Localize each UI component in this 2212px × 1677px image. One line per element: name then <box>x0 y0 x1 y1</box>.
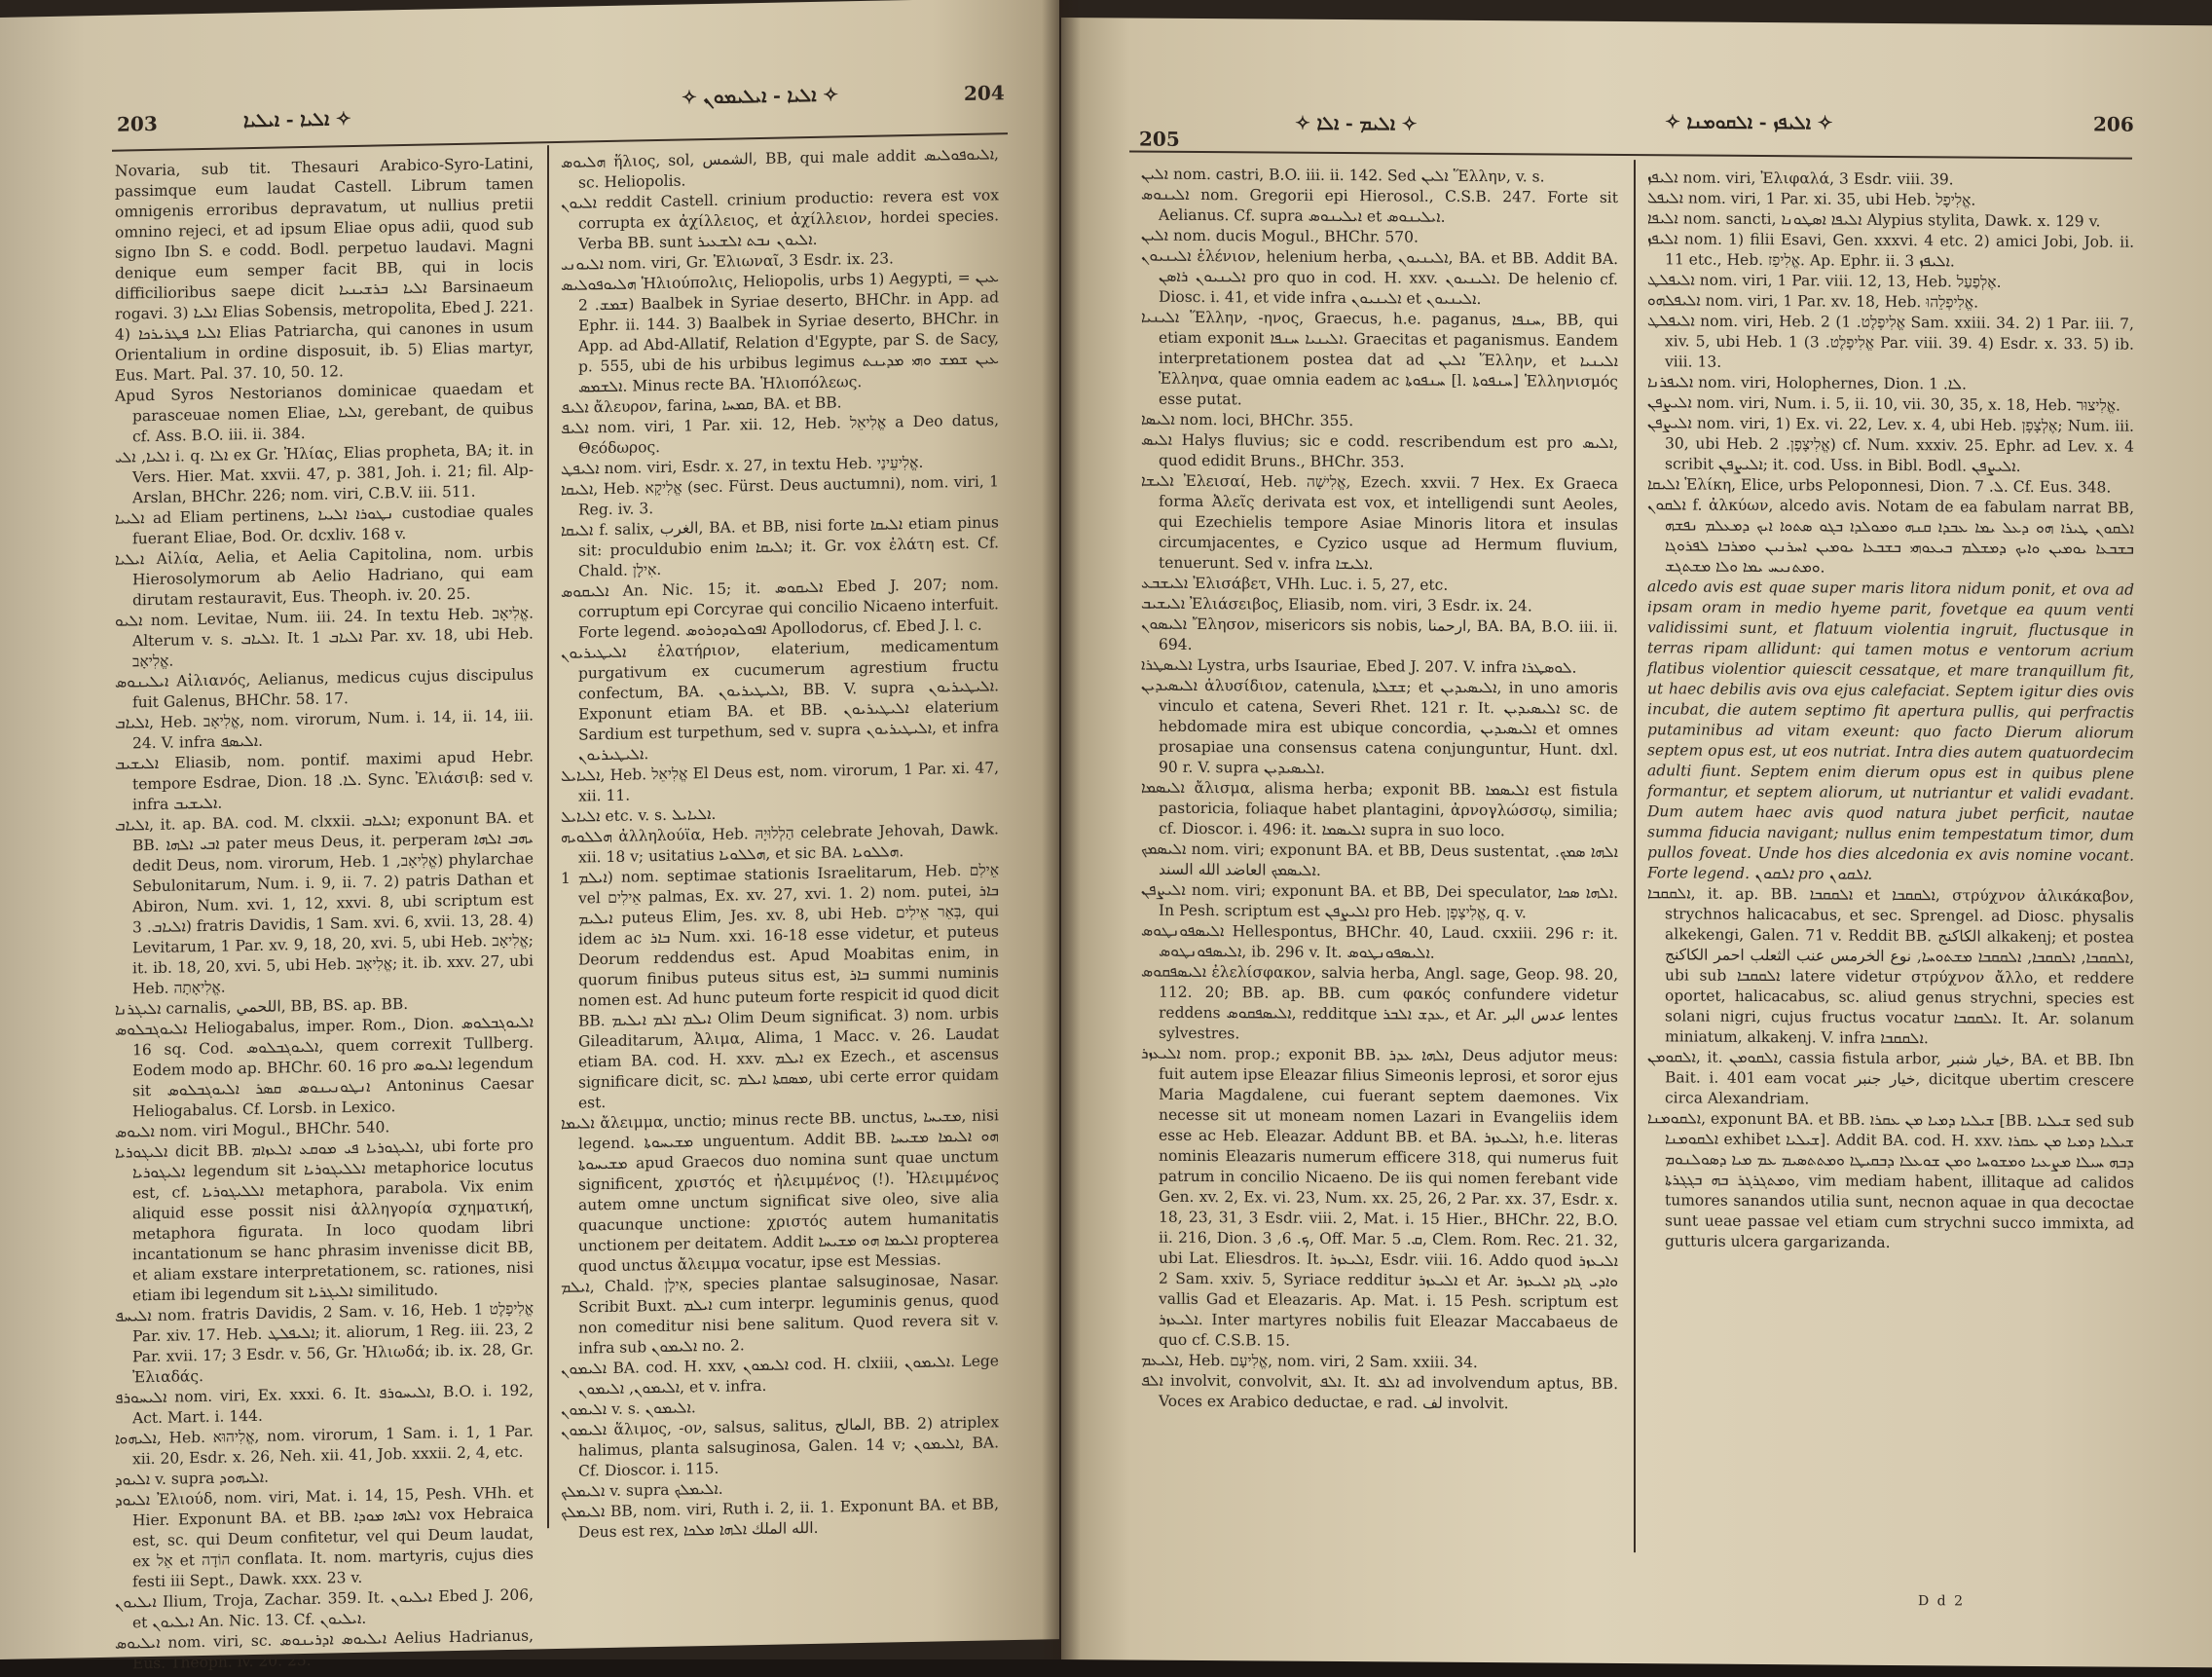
page-number-204: 204 <box>964 81 1005 105</box>
entry: ܐܠܝܥܙܪ nom. prop.; exponit BB. ܐܠܗܐ ܥܕܪ, Deus adjutor meus: fuit autem ipse Eleazar filius Simeonis leprosi, et soror ejus Maria Magdalene, cui fuerant septem daemones. Vix necesse sit ut moneam nomen Lazari in Evangeliis idem esse ac Heb. Eleazar. Addunt BB. et BA. ܐܠܝܥܙܪ, h.e. literas nominis Eleazaris numerum efficere 318, qui numerus fuit patrum in concilio Nicaeno. De iis qui nomen ferebant vide Gen. xv. 2, Ex. vi. 23, Num. xx. 25, 26, 2 Par. xx. 37, Esdr. x. 18, 23, 31, 3 Esdr. viii. 2, Mat. i. 15 Hier., BHChr. 22, B.O. ii. 216, Dion. ܟ. 6, 3, Off. Mar. ܩ. 5, Clem. Rom. Rec. 21. 32, ubi Lat. Eliesdros. It. ܐܠܝܥܙܪ, Esdr. viii. 16. Addo quod ܐܠܝܥܙܪ 2 Sam. xxiv. 5, Syriace redditur ܐܠܝܥܙܪ et Ar. ܘܐܕܝ ܓܐܕ ܐܠܝܥܙܪ vallis Gad et Eleazaris. Ap. Mat. i. 15 Pesh. scriptum est ܐܠܝܥܙܪ. Inter martyres nobilis fuit Eleazar Maccabaeus de quo cf. C.S.B. 15. <box>1141 1044 1619 1350</box>
entry: ܐܠܝܓܪܢܐ carnalis, اللحمي, BB, BS. ap. BB. <box>115 994 409 1019</box>
entry: ܐܠܝܐܒ, Heb. אֱלִיאָב, nom. virorum, Num. i. 14, ii. 14, iii. 24. V. infra ܐܠܝܣܦ. <box>115 706 534 753</box>
entry: ܐܠܝܢܝܘܢ ἑλένιον, helenium herba, ܐܠܝܢܝܘܢ, BA. et BB. Addit BA. ܐܠܝܢܝܘܢ ܪܐܣܢ pro quo in cod. H. xxv. ܐܠܝܢܝܘܢ. De helenio cf. Diosc. i. 41, et vide infra ܐܠܝܢܝܘܢ et ܐܠܝܢܝܘܢ. <box>1141 246 1619 309</box>
right-page <box>1061 18 2212 1667</box>
column-205 <box>1141 165 1618 1415</box>
entry: ܐܠܝܚܘܪܦ nom. viri, Ex. xxxi. 6. It. ܐܠܝܚܘܪܦ, B.O. i. 192, Act. Mart. i. 144. <box>115 1381 534 1428</box>
entry: ܐܠܝܐܝܠ etc. v. s. ܐܠܝܐܝܠ. <box>561 804 717 826</box>
entry: ܐܠܝܡܐ ἄλειμμα, unctio; minus recte BB. unctus, ܡܫܝܚܐ, nisi legend. ܡܫܝܚܘܬܐ unguentum. Addit BB. ܗܘ ܐܠܝܡܐ ܡܫܝܚܐ ܡܫܝܚܘܬܐ apud Graecos duo nomina sunt quae unctum significent, χριστός et ἠλειμμένος (!). Ἠλειμμένος autem omne unctum significat sive oleo, sive alia quacunque unctione: χριστός autem humanitatis unctionem per deitatem. Addit ܐܠܝܡܐ ܗܘ ܡܫܝܚܐ propterea quod unctus ἄλειμμα vocatur, ipse est Messias. <box>561 1106 999 1276</box>
entry: ܗܠܝܘܣ ἥλιος, sol, الشمس, BB, qui male addit ܐܠܝܘܦܘܠܝܣ, sc. Heliopolis. <box>561 145 999 192</box>
entry: ܐܠܦ involvit, convolvit, ܐܠܦ. It. ܐܠܦ ad involvendum aptus, BB. Voces ex Arabico deductae, e rad. لف involvit. <box>1141 1371 1618 1413</box>
entry: ܐܠܝܘ nom. Levitae, Num. iii. 24. In textu Heb. אֱלִיאָב. Alterum v. s. ܐܠܝܐܒ. It. ܐܠܝܐܒ 1 Par. xv. 18, ubi Heb. אֱלִיאָב. <box>115 604 534 671</box>
entry: ܐܠܝܣܘܢ Ἔλησον, misericors sis nobis, ارحمنا, BA. BA, B.O. iii. ii. 694. <box>1141 615 1618 653</box>
entry: ܐܠܝܘܓܒܠܘܣ Heliogabalus, imper. Rom., Dion. ܐܠܝܘܓܒܠܘܣ 16 sq. Cod. ܐܠܝܘܓܒܠܘܣ, quem correxit Tullberg. Eodem modo ap. BHChr. 60. 16 pro ܐܠܝܘܣ legendum sit ܐܢܛܘܢܝܢܘܣ ܩܣܪ ܐܠܝܘܓܒܠܘܣ Antoninus Caesar Heliogabalus. Cf. Lorsb. in Lexico. <box>115 1013 534 1121</box>
entry: ܐܠܝܥܡ, Heb. אֱלִיעָם, nom. viri, 2 Sam. xxiii. 34. <box>1141 1351 1478 1371</box>
entry: ܐܠܝܝܐ ad Eliam pertinens, ܢܛܘܪܐ ܐܠܝܝܐ custodiae quales fuerant Eliae, Bod. Or. dcxliv. 168 v. <box>115 502 535 548</box>
entry: ܐܠܝܩܐ Ἑλίκη, Elice, urbs Peloponnesi, Dion. ܠ. 7. Cf. Eus. 348. <box>1647 475 2112 497</box>
entry: ܐܠܝܡܘܢ BA. cod. H. xxv, ܐܠܝܡܘܢ cod. H. clxiii, ܐܠܝܡܘܢ. Lege ܐܠܝܡܘܢ, ܐܠܝܡܘܢ, et v. infra. <box>561 1352 999 1398</box>
entry: ܐܠܝܢܘܣ nom. Gregorii epi Hierosol., C.S.B. 247. Forte sit Aelianus. Cf. supra ܐܝܠܝܢܘܣ et ܐܝܠܝܢܘܣ. <box>1141 185 1618 226</box>
entry: ܐܠܝܣܦܘܢܛܘܣ Hellespontus, BHChr. 40, Laud. cxxiii. 296 r: it. ܐܠܝܣܦܘܢܛܘܣ, ib. 296 v. It. ܐܠܝܣܦܘܢܛܘܣ. <box>1141 921 1618 962</box>
entry: ܐܝܠܡ 1) nom. septimae stationis Israelitarum, Heb. אֵילִם vel אֵילִים palmas, Ex. xv. 27, xvi. 1. 2) nom. putei, ܒܐܪ ܐܝܠܝܡ puteus Elim, Jes. xv. 8, ubi Heb. בְּאֵר אֵילִים, qui idem ac ܒܐܪ Num. xxi. 16-18 esse videtur, et puteus Deorum reddendus est. Apud Moabitas enim, in quorum finibus puteus situs est, ܒܐܪ summi numinis nomen est. Ad hunc puteum forte respicit id quod dicit BB. ܐܝܠܡ ܐܠܡ ܐܝܠܝܡ Olim Deum significat. 3) nom. urbis Gileaditarum, Ἀλιμα, Alima, 1 Macc. v. 26. Laudat etiam BA. cod. H. xxv. ܐܝܠܡ ex Ezech., et ascensus significare dicit, sc. ܡܣܩܬܐ ܐܝܠܡ, ubi certe error quidam est. <box>561 861 1000 1112</box>
entry: ܐܠܩܩܒܐ, it. ap. BB. ܐܠܩܩܒܐ et ܐܠܩܩܒܐ, στρύχνον ἁλικάκαβον, strychnos halicacabus, et sec. Sprengel. ad Diosc. physalis alkekengi, Galen. 71 v. Reddit BB. الكاكنج alkakenj; et postea ܐܠܩܩܒܐ, ܐܠܩܩܒܐ, ܐܠܩܩܒܐ ܡܫܬܘܚܐ, نوع الخرمس عنب الثعلب احمر الكاكنج, ubi sub ܐܠܩܩܒܐ latere videtur στρύχνον ἄλλο, et reddere oportet, halicacabus, sc. aliud genus strychni, species est solani nigri, cujus fructus vocatur ܐܠܩܩܒܐ. It. Ar. solanum miniatum, alkakenj. V. infra ܐܠܩܩܒܐ. <box>1647 884 2135 1048</box>
column-divider-left <box>547 145 549 1528</box>
page-number-206: 206 <box>2093 112 2134 136</box>
entry: ܐܠܝܣܝܕܝܢ ἁλυσίδιον, catenula, ܫܫܠܬܐ; et ܐܠܝܣܝܕܝܢ, in uno amoris vinculo et catena, Severi Rhet. 121 r. It. ܐܠܝܣܝܕܝܢ sc. de hebdomade mira est ubique concordia, ܐܠܝܣܝܕܝܢ et omnes prosapiae una consensus catena conjunguntur, Hunt. dxl. 90 r. V. supra ܐܠܝܣܝܕܝܢ. <box>1141 676 1618 777</box>
entry: ܐܠܝܦܠܛ nom. viri, 1 Par. viii. 12, 13, Heb. אֶלְפַעַל. <box>1647 271 2002 291</box>
entry: ܐܠܝܢ nom. ducis Mogul., BHChr. 570. <box>1141 226 1419 246</box>
entry: ܐܠܝܫܐ Ἐλεισαί, Heb. אֱלִישָׁה, Ezech. xxvii. 7 Hex. Ex Graeca forma Ἀλεῖς derivata est vox, et intelligendi sunt Aeoles, qui Ezechielis tempore Asiae Minoris litora et insulas circumjacentes, e Cyzico usque ad Hermum fluvium, tenuerunt. Sed v. infra ܐܠܝܫܐ. <box>1141 471 1618 574</box>
running-head-205: ✧ ܐܠܝܡ - ܐܠܐ ✧ <box>1295 112 1418 135</box>
entry: ܐܠܩܘܢ f. ἀλκύων, alcedo avis. Notam de ea fabulam narrat BB, ܐܠܩܘܢ ܛܝܪܐ ܗܘ ܕܥܠ ܝܡܐ ܥܒܕܐ ܩܢܗ ܘܡܘܠܕܐ ܒܓܘ ܣܬܘܐ ܐܝܟ ܕܡܥܠܡ ܢܦܫܗ ܒܫܒܥܐ ܝܘܡܝܢ ܘܐܝܟ ܕܡܫܠܡ ܒܝܥܘܗܝ ܒܫܒܥܐ ܝܘܡܝܢ ܐܚܪܢܝܢ ܘܡܪܒܐ ܠܦܪܘܓܐ ܘܡܬܢܝܚ ܝܡܐ ܘܠܐ ܡܫܬܓܫ. <box>1647 496 2134 577</box>
entry: ܐܠܝܦܛ nom. viri, Esdr. x. 27, in textu Heb. אֱלִיעֵינַי. <box>561 453 924 478</box>
column-206 <box>1647 168 2134 1254</box>
entry: Novaria, sub tit. Thesauri Arabico-Syro-Latini, passimque eum laudat Castell. Librum tamen omnigenis erroribus depravatum, ut nullius pretii omnino rejeci, et ad ipsum Eliae opus adii, quod sub signo Ibn S. e codd. Bodl. perpetuo laudavi. Magni denique eum semper facit BB, qui in locis difficilioribus saepe dicit ܐܠܝܐ ܒܪܫܝܢܝܐ Barsinaeum rogavi. 3) ܐܠܝܐ Elias Sobensis, metropolita, Ebed J. 221. 4) ܐܠܝܐ ܦܛܪܝܪܟܐ Elias Patriarcha, qui canones in usum Orientalium in ordine disposuit, ib. 5) Elias martyr, Eus. Mart. Pal. 37. 10, 50. 12. <box>115 154 534 385</box>
entry: ܐܠܝܘܕ Ἐλιούδ, nom. viri, Mat. i. 14, 15, Pesh. VHh. et Hier. Exponunt BA. et BB. ܐܠܗܐ ܡܘܕܐ vox Hebraica est, sc. qui Deum confitetur, vel qui Deum laudat, ex אֵל et הוֹדָה conflata. It. nom. martyris, cujus dies festi iii Sept., Dawk. xxx. 23 v. <box>115 1483 535 1591</box>
entry: ܐܠܝܢܝܐ Ἕλλην, -ηνος, Graecus, h.e. paganus, ܚܢܦܐ, BB, qui etiam exponit ܐܠܝܢܝܐ ܚܢܦܐ. Graecitas et paganismus. Eandem interpretationem postea dat ad ܐܠܝܢ Ἕλλην, et ܐܠܝܢܝܐ Ἑλληνα, quae omnia eadem ac ܚܢܦܘܬܐ [l. ܚܢܦܘܬܐ] Ἑλληνισμός esse putat. <box>1141 308 1619 409</box>
entry: ܐܠܝܡܠܟ BB, nom. viri, Ruth i. 2, ii. 1. Exponunt BA. et BB, Deus est rex, الله الملك ܐܠܗܐ ܡܠܟܐ. <box>561 1495 999 1542</box>
running-head-203: ܐܠܝܐ - ܐܝܠܝܐ ✧ <box>243 108 351 132</box>
entry: alcedo avis est quae super maris litora nidum ponit, et ova ad ipsam oram in medio hyeme parit, fovetque ea quum venti validissimi sunt, et flatuum violentia ingruit, fluctusque in terras ripam allidunt: qui tamen motus e ventorum acrium flatibus violentior quiescit cessatque, et mare tranquillum fit, ut haec debilis avis ova ejus calefaciat. Septem igitur dies ovis incubat, die autem septimo fit apertura pullis, qui perfractis putaminibus ad vitam exeunt: quo facto Dierum aliorum septem opus est, ut eos nutriat. Intra dies autem quatuordecim adulti fiunt. Septem enim dierum opus est in quibus plene formantur, et septem aliorum, ut nutriantur et validi evadant. Dum autem haec avis quod natura jubet perficit, nautae summa fiducia navigant; nullus enim tempestatum timor, dum pullos foveat. Unde hos dies alcedonia ex avis nomine vocant. Forte legend. ܐܠܩܘܢ pro ܐܠܩܘܢ. <box>1647 578 2134 883</box>
entry: ܐܠܝܢ nom. castri, B.O. iii. ii. 142. Sed ܐܠܝܢ Ἕλλην, v. s. <box>1141 165 1545 186</box>
entry: ܐܠܝܘܢ reddit Castell. crinium productio: revera est vox corrupta ex ἀχίλλειος, et ἀχίλλειον, hordei species. Verba BB. sunt ܐܠܝܘܢ ܢܒܬ ܐܠܫܥܝܪ. <box>561 186 999 253</box>
entry: ܐܠܝܐܒ, it. ap. BA. cod. M. clxxii. ܐܠܝܐܒ; exponunt BA. et BB. ܐܒܝ ܐܠܗܐ pater meus Deus, it. perperam ܝܗܒ ܐܠܗܐ dedit Deus, nom. virorum, Heb. אֱלִיאָב, 1) phylarchae Sebulonitarum, Num. i. 9, ii. 7. 2) patris Dathan et Abiron, Num. xvi. 1, 12, xxvi. 8, ubi scriptum est ܐܠܝܐܒ. 3) fratris Davidis, 1 Sam. xvi. 6, xvii. 13, 28. 4) Levitarum, 1 Par. xv. 9, 18, 20, xvi. 5, ubi Heb. אֱלִיאָב; it. ib. 18, 20, xvi. 5, ubi Heb. אֱלִיאָב; it. ib. xxv. 27, ubi Heb. אֱלִיאָתָה. <box>115 808 534 998</box>
entry: ܐܠܩܘܡܢܐ, exponunt BA. et BB. ܫܝܠܝܐ ܕܡܝܐ ܡܢ ܥܩܪܐ [BB. ܫܝܠܝܐ sed sub ܐܠܩܘܡܢܐ exhibet ܫܝܠܝܐ]. Addit BA. cod. H. xxv. ܫܝܠܝܐ ܕܡܝܐ ܡܢ ܥܩܪܐ ܕܒܗ ܚܝܠܐ ܡܨܥܝܐ ܘܡܫܘܚܐ ܘܡܢ ܫܘܥܠܐ ܕܒܩܝܛܐ ܘܡܬܬܣܝܡ ܥܡ ܡܝܐ ܕܣܘܠܢܘܡ ܘܡܬܓܪܓܪ ܒܗ ܒܓܓܪܬܐ, vim mediam habent, illitaque ad calidos tumores sanandos utilia sunt, necnon aquae in qua decoctae sunt ueae passae vel etiam cum strychni succo immixta, ad gutturis ulcera gargarizanda. <box>1647 1109 2135 1251</box>
entry: ܗܠܠܘܝܗ ἀλληλούϊα, Heb. הַלְלוּיָהּ celebrate Jehovah, Dawk. xii. 18 v; usitatius ܗܠܠܘܝܐ, et sic BA. ܗܠܠܘܝܐ. <box>561 820 999 867</box>
entry: ܐܠܝܘܢܝ nom. viri, Gr. Ἐλιωναῖ, 3 Esdr. ix. 23. <box>561 249 894 274</box>
entry: ܐܠܝܦ nom. viri, 1 Par. xii. 12, Heb. אֱלִיאֵל a Deo datus, Θεόδωρος. <box>561 411 999 458</box>
entry: ܐܠܝܦܠܗܘ nom. viri, 1 Par. xv. 18, Heb. אֱלִיפְלֵהוּ. <box>1647 291 1979 312</box>
entry: ܐܠܝܦ ἄλευρον, farina, ܩܡܚܐ, BA. et BB. <box>561 393 842 417</box>
column-204 <box>561 144 999 1544</box>
entry: ܐܝܠܝܢܘܣ Αἰλιανός, Aelianus, medicus cujus discipulus fuit Galenus, BHChr. 58. 17. <box>115 665 534 712</box>
entry: ܐܠܝܣ Halys fluvius; sic e codd. rescribendum est pro ܐܠܝܣ, quod edidit Bruns., BHChr. 353. <box>1141 430 1618 471</box>
entry: ܐܠܝܦܙ nom. 1) filii Esavi, Gen. xxxvi. 4 etc. 2) amici Jobi, Job. ii. 11 etc., Heb. אֱלִיפַז. Ap. Ephr. ii. 3 ܐܠܝܦܙ. <box>1647 230 2134 271</box>
entry: ܐܠܝܣܐ nom. loci, BHChr. 355. <box>1141 410 1354 430</box>
entry: ܐܠܝܗܘܐ, Heb. אֱלִיהוּא, nom. virorum, 1 Sam. i. 1, 1 Par. xii. 20, Esdr. x. 26, Neh. xii. 41, Job. xxxii. 2, 4, etc. <box>115 1422 534 1469</box>
entry: ܐܠܝܘܕ v. supra ܐܠܝܗܘܕ. <box>115 1468 270 1489</box>
entry: ܐܝܠܡ, Chald. אִילָן, species plantae salsuginosae, Nasar. Scribit Buxt. ܐܝܠܡ cum interpr. leguminis genus, quod non comeditur nisi bene salitum. Quod revera sit v. infra sub ܐܠܝܡܘܢ no. 2. <box>561 1270 999 1358</box>
column-203 <box>115 153 534 1674</box>
running-head-206: ✧ ܐܠܝܦܙ - ܐܠܩܘܡܢܐ ✧ <box>1665 111 1833 134</box>
entry: ܐܠܝܛܝܪܝܘܢ ἐλατήριον, elaterium, medicamentum purgativum ex cucumerum agrestium fructu confectum, BA. ܐܠܝܛܝܪܝܘܢ, BB. V. supra ܐܠܝܛܝܪܝܘܢ. Exponunt etiam BA. et BB. ܐܠܝܛܝܪܝܘܢ elaterium Sardium est turpethum, sed v. supra ܐܠܝܛܝܪܝܘܢ, et infra ܐܠܝܛܝܪܝܘܢ. <box>561 636 999 764</box>
entry: ܐܠܝܦܐ nom. sancti, ܐܠܝܦܐ ܐܣܛܘܢܐ Alypius stylita, Dawk. x. 129 v. <box>1647 209 2101 231</box>
entry: ܐܝܠܝܘܢ Ilium, Troja, Zachar. 359. It. ܐܝܠܝܘܢ Ebed J. 206, et ܐܝܠܝܘܢ An. Nic. 13. Cf. ܐܝܠܝܘܢ. <box>115 1585 534 1632</box>
entry: ܐܠܝܓܘܪܝܐ dicit BB. ܐܠܝܓܘܪܝܐ ܦܝ ܡܘܩܥ ܐܠܥܙܐܡ, ubi forte pro ܐܠܝܓܘܪܝܐ legendum sit ܐܠܠܝܓܘܪܝܐ metaphorice locutus est, cf. ܐܠܠܝܓܘܪܝܐ metaphora, parabola. Vix enim aliquid esse possit nisi ἀλληγορία σχηματική, metaphora figurata. In loco quodam libri incantationum se hanc phrasim invenisse dicit BB, et aliam exstare interpretationem, sc. rationes, nisi etiam ibi legendum sit ܐܠܝܓܪܝܐ similitudo. <box>115 1136 534 1305</box>
entry: ܐܠܝܫܝܒ Ἐλιάσειβος, Eliasib, nom. viri, 3 Esdr. ix. 24. <box>1141 594 1532 615</box>
header-rule-right <box>1129 150 2132 159</box>
entry: ܐܠܝܡܘܢ ἅλιμος, -ον, salsus, salitus, المالح, BB. 2) atriplex halimus, planta salsuginosa, Galen. 14 v; ܐܠܝܡܘܢ, BA. Cf. Dioscor. i. 115. <box>561 1413 1000 1480</box>
entry: ܐܠܝܩܐ f. salix, الغرب, BA. et BB, nisi forte ܐܠܝܩܐ etiam pinus sit: proculdubio enim ܐܠܝܩܐ; it. Gr. vox ἐλάτη est. Cf. Chald. אִילָן. <box>561 513 1000 580</box>
entry: ܐܠܩܘܡܢ, it. ܐܠܩܘܡܢ, cassia fistula arbor, خيار شنبر, BA. et BB. Ibn Bait. i. 401 eam vocat خيار جنبر, dicitque ubertim crescere circa Alexandriam. <box>1647 1048 2134 1108</box>
entry: ܐܠܝܚܦ nom. fratris Davidis, 2 Sam. v. 16, Heb. אֱלִיפָלֶט 1 Par. xiv. 17. Heb. ܐܠܝܦܠܛ; it. aliorum, 1 Reg. iii. 23, 2 Par. xvii. 17; 3 Esdr. v. 56, Gr. Ἠλιωδά; ib. ix. 28, Gr. Ἐλιαδάς. <box>115 1299 534 1387</box>
entry: ܐܠܝܡܠܟ v. supra ܐܠܝܡܠܟ. <box>561 1479 723 1501</box>
entry: Apud Syros Nestorianos dominicae quaedam et parasceuae nomen Eliae, ܐܠܝܐ, gerebant, de quibus cf. Ass. B.O. iii. ii. 384. <box>115 379 534 446</box>
running-head-204: ✧ ܐܠܝܐ - ܐܝܠܝܡܘܢ ✧ <box>682 84 839 109</box>
left-page <box>0 0 1059 1673</box>
entry: ܐܠܝܣܡܐ ἄλισμα, alisma herba; exponit BB. ܐܠܝܣܡܐ est fistula pastoricia, foliaque habet plantagini, ἀρνογλώσσῳ, similia; cf. Dioscor. i. 496: it. ܐܠܝܣܡܐ supra in suo loco. <box>1141 778 1618 840</box>
entry: ܐܠܝܦܠ nom. viri, 1 Par. xi. 35, ubi Heb. אֱלִיפָל. <box>1647 189 1976 209</box>
entry: ܐܠܝܘܣ nom. viri Mogul., BHChr. 540. <box>115 1118 390 1141</box>
entry: ܐܠܝܣܛܪܐ Lystra, urbs Isauriae, Ebed J. 207. V. infra ܠܘܣܛܪܐ. <box>1141 655 1577 677</box>
entry: ܐܠܝܨܦܢ nom. viri, 1) Ex. vi. 22, Lev. x. 4, ubi Heb. אֶלְצָפָן; Num. iii. 30, ubi Heb. אֱלִיצָפָן. 2) cf. Num. xxxiv. 25. Ephr. ad Lev. x. 4 scribit ܐܠܝܨܦܢ; it. cod. Uss. in Bibl. Bodl. ܐܠܝܨܦܢ. <box>1647 414 2134 475</box>
entry: ܐܠܝܐ, ܐܠܝ i. q. ܐܠܐ ex Gr. Ἠλίας, Elias propheta, BA; it. in Vers. Hier. Mat. xxvii. 47, p. 381, Joh. i. 21; fil. Alp-Arslan, BHChr. 226; nom. viri, C.B.V. iii. 511. <box>115 440 535 507</box>
entry: ܐܠܝܦܪܢܐ nom. viri, Holophernes, Dion. ܠܐ. 1. <box>1647 373 1967 393</box>
entry: ܐܠܝܦܙ nom. viri, Ἐλιφαλά, 3 Esdr. viii. 39. <box>1647 168 1954 189</box>
entry: ܐܠܝܩܐ, Heb. אֱלִיקָא (sec. Fürst. Deus auctumni), nom. viri, 1 Reg. iv. 3. <box>561 472 999 519</box>
entry: ܐܠܝܩܘܣ An. Nic. 15; it. ܐܠܝܩܘܣ Ebed J. 207; nom. corruptum epi Corcyrae qui concilio Nicaeno interfuit. Forte legend. ܐܦܘܠܘܕܘܪܘܣ Apollodorus, cf. Ebed J. l. c. <box>561 575 999 642</box>
page-number-203: 203 <box>117 111 158 136</box>
entry: ܐܠܝܨܦܢ nom. viri, Num. i. 5, ii. 10, vii. 30, 35, x. 18, Heb. אֱלִיצוּר. <box>1647 393 2120 415</box>
entry: ܐܝܠܝܐ Αἰλία, Aelia, et Aelia Capitolina, nom. urbis Hierosolymorum ab Aelio Hadriano, qui eam dirutam restauravit, Eus. Theoph. iv. 20. 25. <box>115 542 534 610</box>
entry: ܐܠܝܡܘܢ v. s. ܐܠܝܡܘܢ. <box>561 1398 696 1419</box>
entry: ܐܠܝܫܝܒ Eliasib, nom. pontif. maximi apud Hebr. tempore Esdrae, Dion. ܠܐ. 18. Sync. Ἐλιάσιβ: sed v. infra ܐܠܝܫܝܒ. <box>115 747 534 814</box>
entry: ܐܠܝܫܒܥ Ἐλισάβετ, VHh. Luc. i. 5, 27, etc. <box>1141 574 1449 594</box>
signature-mark: D d 2 <box>1918 1593 1965 1610</box>
entry: ܐܝܠܝܘܣ nom. viri, sc. ܐܝܠܝܘܣ ܐܕܪܝܢܘܣ Aelius Hadrianus, Eus. Theoph. iv. 20. 25. <box>115 1626 534 1673</box>
entry: ܗܠܝܘܦܘܠܝܣ Ἡλιούπολις, Heliopolis, urbs 1) Aegypti, = ܥܝܢ ܫܡܫ. 2) Baalbek in Syriae deserto, BHChr. in App. ad Ephr. ii. 144. 3) Baalbek in Syriae deserto, BHChr. in App. ad Abd-Allatif, Relation d'Egypte, par S. de Sacy, p. 555, ubi de his urbibus legimus ܥܝܢ ܫܡܫ ܘܗܝ ܡܕܝܢܬ ܐܠܫܡܣ. Minus recte BA. Ἡλιοπόλεως. <box>561 268 999 396</box>
entry: ܐܠܝܣܦܩܘܣ ἐλελίσφακον, salvia herba, Angl. sage, Geop. 98. 20, 112. 20; BB. ap. BB. cum φακός confundere videtur reddens ܐܠܝܣܦܩܘܣ, redditque ܥܕܫ ܐܠܒܪ, et Ar. عدس البر lentes sylvestres. <box>1141 962 1618 1043</box>
column-divider-right <box>1634 160 1636 1552</box>
entry: ܐܠܝܐܝܠ, Heb. אֱלִיאֵל El Deus est, nom. virorum, 1 Par. xi. 47, xii. 11. <box>561 759 1000 805</box>
entry: ܐܠܝܦܠܛ nom. viri, Heb. אֱלִיפֶלֶט. 1) 2 Sam. xxiii. 34. 2) 1 Par. iii. 7, xiv. 5, ubi Heb. אֱלִיפָלֶט. 3) 1 Par. viii. 39. 4) Esdr. x. 33. 5) ib. viii. 13. <box>1647 312 2134 371</box>
page-number-205: 205 <box>1139 127 1180 151</box>
entry: ܐܠܝܨܦܢ nom. viri; exponunt BA. et BB, Dei speculator, ܐܠܗܐ ܣܟܐ. In Pesh. scriptum est ܐܠܝܨܦܢ pro Heb. אֱלִיצָפָן, q. v. <box>1141 880 1618 922</box>
entry: ܐܠܝܣܡܟ nom. viri; exponunt BA. et BB, Deus sustentat, ܐܠܗܐ ܣܡܟ. ܐܠܝܣܡܟ العاضد الله السند. <box>1141 839 1618 879</box>
